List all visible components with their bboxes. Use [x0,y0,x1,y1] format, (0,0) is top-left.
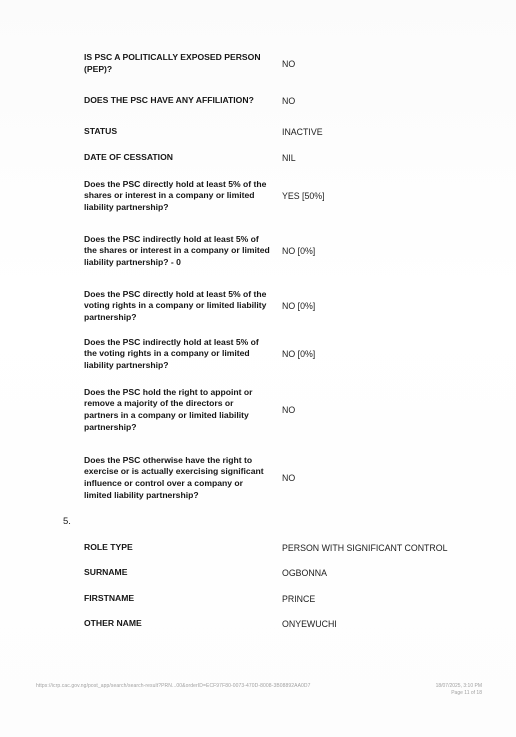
psc-question: Does the PSC indirectly hold at least 5% of the shares or interest in a company or limited liability partnership? - 0 [84,233,270,267]
person-value: OGBONNA [282,568,327,578]
psc-answer: NO [282,405,296,415]
psc-question: Does the PSC hold the right to appoint or remove a majority of the directors or partners in a company or limited liability partnership? [84,386,253,432]
psc-row-direct-voting [84,288,504,324]
person-label: SURNAME [84,567,128,578]
psc-row-indirect-shares [84,227,504,275]
footer-date: 18/07/2025, 3:10 PM [435,683,482,689]
person-label: FIRSTNAME [84,593,135,604]
psc-row-significant-influence [84,448,504,508]
psc-answer: NO [0%] [282,246,316,256]
footer-page-number: Page 11 of 18 [451,690,482,696]
psc-question: Does the PSC indirectly hold at least 5% of the voting rights in a company or limited liability partnership? [84,336,259,370]
psc-question: DATE OF CESSATION [84,152,173,163]
psc-row-indirect-voting [84,336,504,372]
psc-row-appoint-directors [84,386,504,434]
person-value: PRINCE [282,594,316,604]
psc-answer: YES [50%] [282,191,325,201]
psc-question: STATUS [84,126,118,137]
psc-answer: NIL [282,153,296,163]
psc-question: Does the PSC otherwise have the right to exercise or is actually exercising significant influence or control over a company or limited liability partnership? [84,454,264,500]
psc-answer: NO [0%] [282,301,316,311]
psc-answer: NO [282,473,296,483]
person-value: ONYEWUCHI [282,619,337,629]
psc-answer: NO [282,96,296,106]
psc-row-direct-shares [84,178,504,214]
psc-answer: INACTIVE [282,127,323,137]
person-row-role-type [84,542,504,554]
person-row-surname [84,567,504,579]
psc-row-status [84,126,504,138]
footer-url: https://icrp.cac.gov.ng/post_app/search/search-result?PRN...00&orderID=ECF97F80-0073-470D-8008-3B08892AA0D7 [36,683,311,689]
section-number: 5. [63,516,71,527]
psc-row-cessation [84,152,504,164]
psc-question: Does the PSC directly hold at least 5% of the voting rights in a company or limited liability partnership? [84,288,267,322]
footer-date-block [436,683,482,697]
psc-question: IS PSC A POLITICALLY EXPOSED PERSON (PEP)? [84,52,261,74]
psc-question: Does the PSC directly hold at least 5% of the shares or interest in a company or limited liability partnership? [84,178,267,212]
person-label: ROLE TYPE [84,542,133,553]
person-row-firstname [84,593,504,605]
psc-answer: NO [0%] [282,349,316,359]
psc-row-affiliation [84,89,504,113]
person-label: OTHER NAME [84,618,142,629]
psc-question: DOES THE PSC HAVE ANY AFFILIATION? [84,95,254,106]
psc-row-pep [84,52,504,76]
psc-answer: NO [282,59,296,69]
person-row-other-name [84,618,504,630]
person-value: PERSON WITH SIGNIFICANT CONTROL [282,543,448,553]
